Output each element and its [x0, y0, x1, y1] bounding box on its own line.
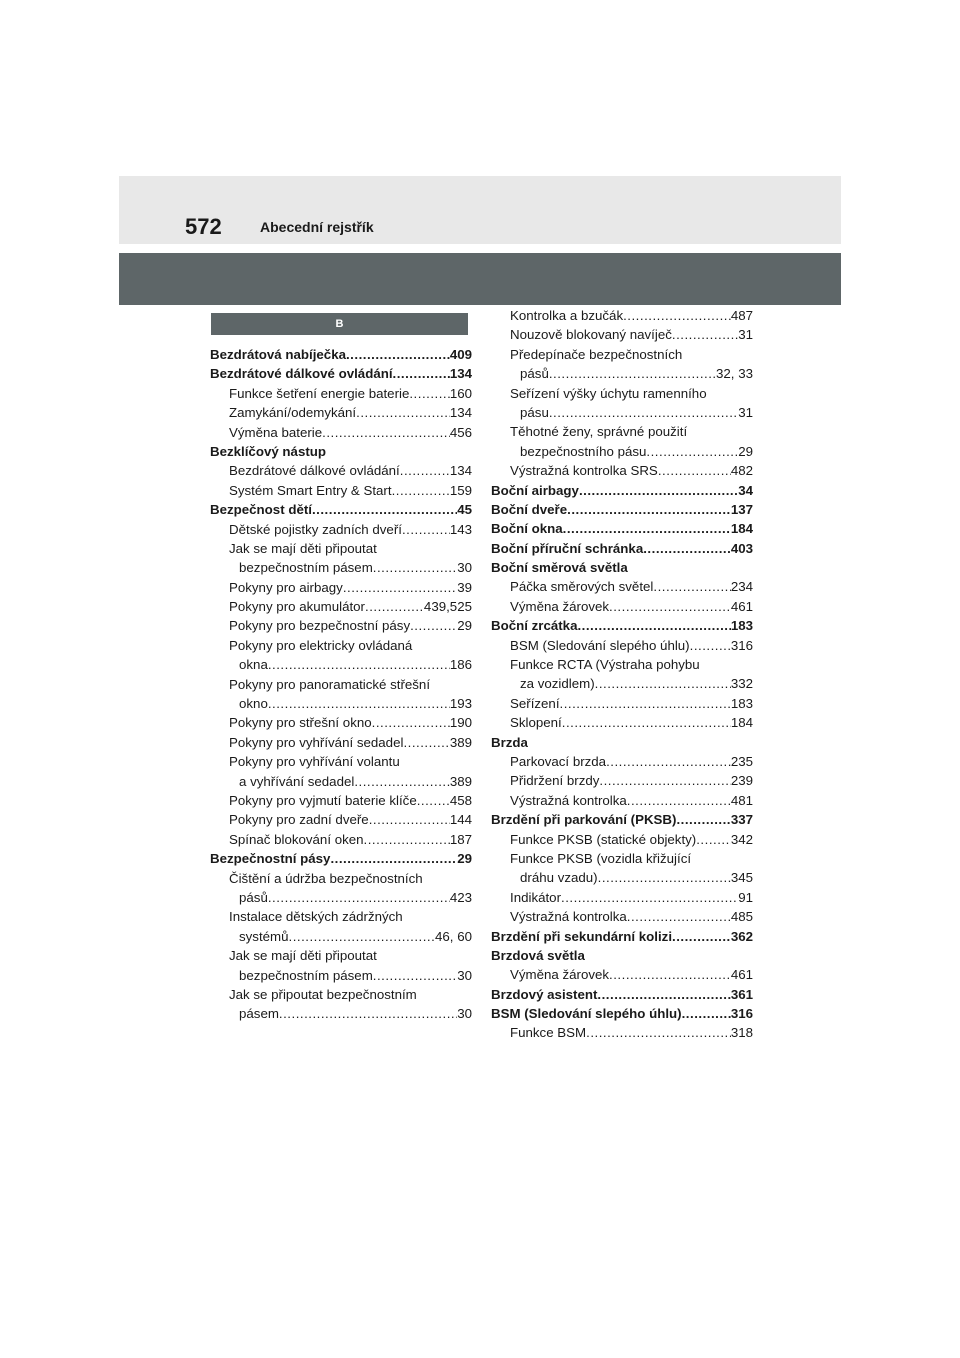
index-entry [210, 345, 472, 364]
index-subentry [210, 830, 472, 849]
entry-label: a vyhřívání sedadel [239, 773, 355, 789]
entry-label: bezpečnostního pásu [520, 443, 647, 459]
entry-label: pásu [520, 404, 549, 420]
index-subentry [491, 597, 753, 616]
entry-label: Pokyny pro vyjmutí baterie klíče [229, 792, 417, 808]
leader-dots [365, 597, 424, 616]
entry-label: Přidržení brzdy [510, 773, 600, 789]
entry-label: za vozidlem) [520, 676, 595, 692]
entry-label: bezpečnostním pásem [239, 967, 373, 983]
entry-label: Brzdění při sekundární kolizi [491, 928, 673, 944]
entry-page-ref: 235 [730, 753, 753, 769]
index-subentry [210, 694, 472, 713]
index-entry [491, 519, 753, 538]
entry-page-ref: 183 [730, 618, 753, 634]
entry-label: Brzdový asistent [491, 986, 598, 1002]
leader-dots [672, 325, 738, 344]
entry-page-ref: 316 [730, 637, 753, 653]
entry-page-ref: 31 [738, 327, 753, 343]
leader-dots [402, 520, 450, 539]
leader-dots [410, 616, 457, 635]
entry-label: BSM (Sledování slepého úhlu) [510, 637, 690, 653]
leader-dots [400, 461, 450, 480]
entry-page-ref: 337 [730, 812, 753, 828]
leader-dots [653, 577, 730, 596]
leader-dots [364, 830, 450, 849]
index-entry [491, 500, 753, 519]
entry-page-ref: 234 [730, 579, 753, 595]
entry-page-ref: 482 [730, 463, 753, 479]
entry-page-ref: 45 [457, 502, 472, 518]
entry-label: Pokyny pro bezpečnostní pásy [229, 618, 411, 634]
leader-dots [682, 1004, 731, 1023]
entry-page-ref: 193 [449, 696, 472, 712]
entry-page-ref: 46, 60 [435, 928, 472, 944]
entry-label: Bezpečnostní pásy [210, 851, 331, 867]
leader-dots [356, 403, 450, 422]
index-subentry [210, 927, 472, 946]
leader-dots [409, 384, 449, 403]
entry-page-ref: 29 [738, 443, 753, 459]
entry-page-ref: 403 [730, 540, 753, 556]
index-subentry [491, 713, 753, 732]
entry-label: Zamykání/odemykání [229, 405, 357, 421]
entry-page-ref: 187 [449, 831, 472, 847]
index-subentry [210, 520, 472, 539]
index-entry [491, 810, 753, 829]
entry-label: Jak se mají děti připoutat [229, 540, 377, 556]
index-subentry [491, 345, 753, 364]
entry-label: Pokyny pro vyhřívání volantu [229, 754, 400, 770]
leader-dots [567, 500, 731, 519]
leader-dots [627, 907, 731, 926]
index-subentry [210, 578, 472, 597]
entry-label: systémů [239, 928, 289, 944]
index-subentry [210, 539, 472, 558]
entry-page-ref: 239 [730, 773, 753, 789]
leader-dots [279, 1004, 457, 1023]
index-entry [491, 481, 753, 500]
index-subentry [491, 849, 753, 868]
entry-label: Pokyny pro vyhřívání sedadel [229, 734, 404, 750]
index-subentry [210, 616, 472, 635]
leader-dots [289, 927, 436, 946]
leader-dots [606, 752, 731, 771]
entry-page-ref: 134 [449, 405, 472, 421]
index-entry [210, 500, 472, 519]
entry-label: Výměna žárovek [510, 598, 610, 614]
leader-dots [627, 791, 731, 810]
entry-page-ref: 34 [738, 482, 753, 498]
entry-page-ref: 32, 33 [716, 366, 753, 382]
entry-label: pásů [520, 366, 549, 382]
index-subentry [210, 713, 472, 732]
entry-label: Indikátor [510, 889, 561, 905]
index-subentry [491, 752, 753, 771]
leader-dots [373, 558, 457, 577]
entry-page-ref: 30 [457, 560, 472, 576]
page-number: 572 [185, 214, 222, 239]
index-column-right [491, 306, 753, 1043]
entry-page-ref: 316 [730, 1006, 753, 1022]
entry-label: okno [239, 696, 268, 712]
entry-label: okna [239, 657, 268, 673]
leader-dots [268, 694, 450, 713]
entry-label: Předepínače bezpečnostních [510, 346, 683, 362]
index-subentry [210, 423, 472, 442]
leader-dots [322, 423, 450, 442]
index-subentry [491, 868, 753, 887]
entry-label: Pokyny pro střešní okno [229, 715, 372, 731]
index-subentry [210, 810, 472, 829]
entry-label: pásem [239, 1006, 279, 1022]
header-bar [119, 176, 841, 244]
leader-dots [549, 364, 716, 383]
entry-label: Boční airbagy [491, 482, 579, 498]
header-band [119, 253, 841, 305]
leader-dots [577, 616, 730, 635]
entry-label: Funkce BSM [510, 1025, 587, 1041]
leader-dots [346, 345, 450, 364]
entry-label: Výstražná kontrolka [510, 792, 627, 808]
index-subentry [210, 985, 472, 1004]
leader-dots [343, 578, 457, 597]
entry-label: Seřízení [510, 695, 560, 711]
entry-label: Pokyny pro akumulátor [229, 599, 365, 615]
entry-label: bezpečnostním pásem [239, 560, 373, 576]
index-entry [210, 364, 472, 383]
entry-label: Brzda [491, 734, 528, 750]
leader-dots [595, 674, 731, 693]
entry-label: Nouzově blokovaný navíječ [510, 327, 672, 343]
entry-label: Výměna žárovek [510, 967, 610, 983]
entry-label: Čištění a údržba bezpečnostních [229, 870, 423, 886]
index-subentry [491, 306, 753, 325]
entry-page-ref: 362 [730, 928, 753, 944]
leader-dots [354, 772, 450, 791]
index-entry [210, 849, 472, 868]
entry-page-ref: 485 [730, 909, 753, 925]
index-subentry [210, 733, 472, 752]
entry-label: Pokyny pro elektricky ovládaná [229, 637, 413, 653]
entry-page-ref: 439,525 [423, 599, 472, 615]
entry-page-ref: 345 [730, 870, 753, 886]
index-subentry [210, 791, 472, 810]
leader-dots [560, 694, 731, 713]
entry-page-ref: 143 [449, 521, 472, 537]
leader-dots [676, 810, 730, 829]
entry-label: Funkce PKSB (vozidla křižující [510, 850, 692, 866]
index-subentry [491, 674, 753, 693]
entry-page-ref: 184 [730, 715, 753, 731]
entry-label: Boční dveře [491, 501, 568, 517]
entry-label: Parkovací brzda [510, 753, 607, 769]
leader-dots [609, 597, 731, 616]
index-subentry [210, 907, 472, 926]
index-subentry [491, 403, 753, 422]
index-subentry [210, 597, 472, 616]
entry-label: Výměna baterie [229, 424, 323, 440]
index-subentry [210, 888, 472, 907]
leader-dots [598, 868, 731, 887]
entry-label: Brzdění při parkování (PKSB) [491, 812, 677, 828]
entry-label: Výstražná kontrolka SRS [510, 463, 658, 479]
index-subentry [210, 384, 472, 403]
index-subentry [491, 771, 753, 790]
leader-dots [586, 1023, 731, 1042]
entry-page-ref: 30 [457, 1006, 472, 1022]
entry-page-ref: 461 [730, 967, 753, 983]
entry-label: Bezdrátové dálkové ovládání [210, 366, 393, 382]
entry-page-ref: 29 [457, 851, 472, 867]
index-subentry [491, 888, 753, 907]
entry-page-ref: 409 [449, 347, 472, 362]
entry-page-ref: 190 [449, 715, 472, 731]
entry-label: Funkce šetření energie baterie [229, 385, 410, 401]
index-subentry [491, 907, 753, 926]
entry-label: Jak se mají děti připoutat [229, 948, 377, 964]
entry-label: Bezdrátová nabíječka [210, 347, 346, 362]
entry-label: Pokyny pro panoramatické střešní [229, 676, 431, 692]
index-subentry [210, 655, 472, 674]
index-entry [491, 558, 753, 577]
index-subentry [491, 694, 753, 713]
index-entry [491, 927, 753, 946]
index-subentry [210, 869, 472, 888]
entry-label: pásů [239, 889, 268, 905]
entry-page-ref: 332 [730, 676, 753, 692]
entry-page-ref: 160 [449, 385, 472, 401]
entry-label: Pokyny pro airbagy [229, 579, 343, 595]
index-subentry [210, 558, 472, 577]
entry-page-ref: 389 [449, 734, 472, 750]
entry-page-ref: 186 [449, 657, 472, 673]
entry-label: Brzdová světla [491, 947, 585, 963]
entry-page-ref: 91 [738, 889, 753, 905]
entry-page-ref: 342 [730, 831, 753, 847]
entry-page-ref: 39 [457, 579, 472, 595]
leader-dots [330, 849, 457, 868]
leader-dots [690, 636, 731, 655]
leader-dots [268, 888, 450, 907]
letter-heading: B [211, 313, 468, 335]
entry-label: Kontrolka a bzučák [510, 308, 624, 323]
index-subentry [491, 422, 753, 441]
entry-label: dráhu vzadu) [520, 870, 598, 886]
entry-page-ref: 318 [730, 1025, 753, 1041]
entry-label: Dětské pojistky zadních dveří [229, 521, 402, 537]
leader-dots [609, 965, 731, 984]
leader-dots [369, 810, 450, 829]
leader-dots [562, 713, 731, 732]
leader-dots [643, 539, 731, 558]
entry-label: Systém Smart Entry & Start [229, 482, 392, 498]
index-subentry [491, 442, 753, 461]
entry-page-ref: 184 [730, 521, 753, 537]
leader-dots [597, 985, 730, 1004]
entry-label: Boční směrová světla [491, 560, 628, 576]
index-subentry [210, 772, 472, 791]
entry-label: Bezpečnost dětí [210, 502, 312, 518]
entry-page-ref: 159 [449, 482, 472, 498]
index-subentry [491, 461, 753, 480]
index-subentry [491, 830, 753, 849]
index-subentry [491, 384, 753, 403]
entry-page-ref: 31 [738, 404, 753, 420]
index-subentry [210, 403, 472, 422]
entry-page-ref: 183 [730, 695, 753, 711]
leader-dots [372, 713, 450, 732]
entry-label: Boční zrcátka [491, 618, 578, 634]
index-subentry [491, 636, 753, 655]
entry-page-ref: 134 [449, 463, 472, 479]
entry-label: Těhotné ženy, správné použití [510, 424, 688, 440]
entry-label: Jak se připoutat bezpečnostním [229, 986, 417, 1002]
section-title: Abecední rejstřík [260, 219, 374, 235]
leader-dots [392, 481, 450, 500]
index-subentry [210, 636, 472, 655]
entry-page-ref: 144 [449, 812, 472, 828]
entry-label: Seřízení výšky úchytu ramenního [510, 385, 707, 401]
entry-page-ref: 389 [449, 773, 472, 789]
index-subentry [491, 655, 753, 674]
entry-label: Funkce RCTA (Výstraha pohybu [510, 657, 700, 673]
index-subentry [491, 1023, 753, 1042]
leader-dots [417, 791, 450, 810]
index-subentry [491, 577, 753, 596]
entry-label: BSM (Sledování slepého úhlu) [491, 1006, 682, 1022]
leader-dots [312, 500, 457, 519]
index-entry [491, 733, 753, 752]
entry-page-ref: 458 [449, 792, 472, 808]
index-entry [491, 946, 753, 965]
entry-page-ref: 456 [449, 424, 472, 440]
index-entry [210, 442, 472, 461]
leader-dots [696, 830, 731, 849]
index-subentry [210, 1004, 472, 1023]
entry-label: Funkce PKSB (statické objekty) [510, 831, 697, 847]
leader-dots [561, 888, 738, 907]
entry-label: Výstražná kontrolka [510, 909, 627, 925]
index-subentry [491, 791, 753, 810]
leader-dots [623, 306, 731, 325]
index-entry [491, 616, 753, 635]
entry-page-ref: 481 [730, 792, 753, 808]
leader-dots [373, 966, 457, 985]
leader-dots [268, 655, 450, 674]
leader-dots [672, 927, 731, 946]
index-entry [491, 985, 753, 1004]
entry-page-ref: 29 [457, 618, 472, 634]
index-subentry [210, 675, 472, 694]
entry-label: Spínač blokování oken [229, 831, 364, 847]
index-entry [491, 1004, 753, 1023]
entry-label: Boční okna [491, 521, 563, 537]
index-subentry [491, 965, 753, 984]
index-subentry [210, 946, 472, 965]
entry-label: Instalace dětských zádržných [229, 909, 403, 925]
entry-label: Bezklíčový nástup [210, 443, 327, 459]
entry-page-ref: 423 [449, 889, 472, 905]
entry-label: Boční příruční schránka [491, 540, 644, 556]
index-subentry [491, 325, 753, 344]
index-column-left [210, 345, 472, 1024]
index-entry [491, 539, 753, 558]
entry-page-ref: 137 [730, 501, 753, 517]
index-subentry [210, 966, 472, 985]
entry-page-ref: 134 [449, 366, 472, 382]
leader-dots [403, 733, 449, 752]
entry-label: Sklopení [510, 715, 562, 731]
leader-dots [393, 364, 450, 383]
leader-dots [646, 442, 738, 461]
index-subentry [210, 481, 472, 500]
entry-page-ref: 461 [730, 598, 753, 614]
leader-dots [579, 481, 738, 500]
entry-label: Pokyny pro zadní dveře [229, 812, 369, 828]
index-subentry [491, 364, 753, 383]
index-subentry [210, 752, 472, 771]
leader-dots [658, 461, 731, 480]
entry-page-ref: 487 [730, 308, 753, 323]
leader-dots [549, 403, 738, 422]
entry-label: Bezdrátové dálkové ovládání [229, 463, 400, 479]
leader-dots [599, 771, 730, 790]
entry-label: Páčka směrových světel [510, 579, 654, 595]
leader-dots [563, 519, 731, 538]
entry-page-ref: 30 [457, 967, 472, 983]
index-subentry [210, 461, 472, 480]
entry-page-ref: 361 [730, 986, 753, 1002]
